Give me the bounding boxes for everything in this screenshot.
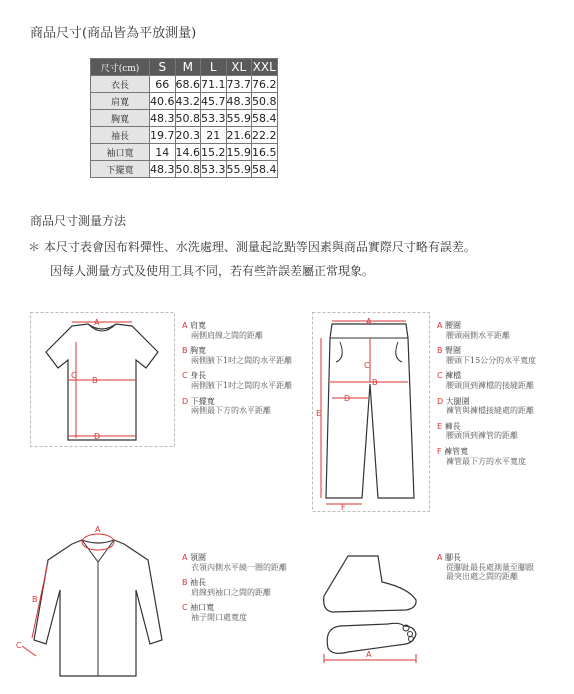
legend-item — [182, 371, 312, 390]
foot-legend — [437, 553, 572, 588]
size-header-row — [91, 59, 278, 76]
row-label: 衣長 — [91, 76, 150, 93]
legend-name: 領圍 — [190, 553, 207, 562]
measure-label-e: E — [316, 409, 322, 418]
legend-desc: 兩側腋下1吋之間的水平距離 — [191, 380, 293, 390]
table-cell: 45.7 — [201, 94, 226, 108]
table-row — [91, 127, 278, 144]
measure-label-d: D — [94, 432, 101, 441]
measure-label-b: B — [372, 378, 378, 387]
measure-label-b: B — [92, 376, 98, 385]
legend-name: 袖口寬 — [190, 603, 215, 613]
table-cell: 21.6 — [226, 128, 251, 142]
table-cell: 73.7 — [226, 77, 251, 91]
measure-label-b: B — [32, 595, 38, 604]
legend-name: 胸寬 — [190, 346, 207, 356]
legend-key: C — [182, 603, 188, 613]
legend-desc: 褲管最下方的水平寬度 — [446, 456, 526, 466]
legend-key: A — [182, 321, 188, 330]
legend-desc: 褲管與褲檔接縫處的距離 — [446, 406, 534, 416]
row-label: 下擺寬 — [91, 161, 150, 178]
size-header-xl: XL — [226, 59, 252, 76]
row-label: 袖口寬 — [91, 144, 150, 161]
legend-item — [437, 553, 572, 582]
longsleeve-illustration — [12, 520, 172, 680]
table-cell: 53.3 — [201, 111, 226, 125]
table-cell: 19.7 — [150, 128, 175, 142]
legend-key: B — [182, 578, 188, 588]
table-cell: 15.9 — [226, 145, 251, 159]
measure-label-a: A — [95, 525, 101, 534]
page-title: 商品尺寸(商品皆為平放測量) — [30, 26, 197, 41]
foot-illustration — [318, 552, 420, 664]
legend-name: 身長 — [190, 371, 207, 381]
row-label: 袖長 — [91, 127, 150, 144]
legend-name: 腳長 — [445, 553, 462, 562]
legend-desc: 兩側肩線之間的距離 — [191, 330, 263, 340]
legend-key: A — [437, 321, 443, 330]
foot-side-outline — [324, 556, 416, 612]
table-row — [91, 93, 278, 110]
table-cell: 43.2 — [175, 94, 200, 108]
legend-desc: 袖子開口處寬度 — [191, 612, 247, 622]
legend-name: 臀圍 — [445, 346, 462, 356]
legend-desc: 兩側最下方的水平距離 — [191, 406, 271, 416]
legend-key: C — [182, 371, 188, 381]
legend-key: D — [437, 396, 444, 406]
legend-key: A — [182, 553, 188, 562]
table-cell: 21 — [201, 127, 227, 144]
size-header-s: S — [150, 59, 176, 76]
method-note-1: ＊ 本尺寸表會因布料彈性、水洗處理、測量起訖點等因素與商品實際尺寸略有誤差。 — [28, 240, 476, 254]
tshirt-diagram — [30, 312, 175, 447]
table-cell: 48.3 — [150, 111, 175, 125]
legend-item — [437, 321, 572, 340]
table-cell: 58.4 — [252, 162, 277, 176]
legend-desc: 腰頭頂到褲檔的接縫距離 — [446, 380, 534, 390]
size-header-xxl: XXL — [252, 60, 276, 74]
measure-label-a: A — [94, 318, 100, 327]
legend-item — [437, 346, 572, 365]
legend-name: 腰圍 — [445, 321, 462, 330]
table-row — [91, 144, 278, 161]
legend-name: 袖長 — [190, 578, 207, 588]
legend-key: B — [437, 346, 443, 356]
legend-name: 下擺寬 — [190, 396, 215, 406]
size-corner-header: 尺寸(cm) — [91, 59, 150, 76]
pants-illustration — [312, 312, 430, 512]
pants-legend — [437, 321, 572, 472]
table-cell: 55.9 — [226, 111, 251, 125]
table-cell: 50.8 — [175, 111, 200, 125]
table-cell: 68.6 — [175, 77, 200, 91]
table-cell: 14 — [150, 144, 176, 161]
legend-name: 肩寬 — [190, 321, 207, 330]
table-cell: 14.6 — [175, 145, 200, 159]
legend-desc: 腰頭下15公分的水平寬度 — [446, 355, 537, 365]
table-cell: 40.6 — [150, 94, 175, 108]
table-cell: 20.3 — [175, 128, 200, 142]
legend-desc: 肩線到袖口之間的距離 — [191, 587, 271, 597]
legend-name: 褲檔 — [445, 371, 462, 381]
legend-item — [437, 371, 572, 390]
legend-item — [182, 578, 312, 597]
measure-label-f: F — [341, 503, 346, 512]
measure-label-c: C — [16, 641, 22, 650]
measure-label-d: D — [344, 394, 351, 403]
measure-line-c — [22, 646, 36, 656]
table-cell: 50.8 — [175, 162, 200, 176]
method-note-2: 因每人測量方式及使用工具不同，若有些許誤差屬正常現象。 — [50, 264, 375, 278]
table-cell: 15.2 — [201, 145, 226, 159]
legend-desc-2: 最突出處之間的距離 — [446, 572, 518, 582]
measure-label-c: C — [71, 371, 77, 380]
legend-item — [437, 397, 572, 416]
table-cell: 71.1 — [201, 77, 226, 91]
method-title: 商品尺寸測量方法 — [30, 214, 127, 228]
tshirt-illustration — [30, 312, 175, 447]
table-cell: 66 — [150, 76, 176, 93]
table-cell: 22.2 — [252, 128, 277, 142]
legend-item — [437, 422, 572, 441]
table-cell: 53.3 — [201, 162, 226, 176]
legend-item — [182, 321, 312, 340]
measure-label-a: A — [366, 317, 372, 326]
legend-item — [182, 603, 312, 622]
legend-name: 褲長 — [444, 421, 461, 431]
tshirt-legend — [182, 321, 312, 422]
measure-label-a: A — [366, 650, 372, 659]
foot-diagram — [318, 552, 420, 664]
legend-key: F — [437, 446, 442, 456]
longsleeve-legend — [182, 553, 312, 629]
legend-key: D — [182, 396, 189, 406]
table-cell: 48.3 — [226, 94, 251, 108]
table-cell: 16.5 — [252, 145, 277, 159]
table-row — [91, 161, 278, 178]
legend-key: C — [437, 371, 443, 381]
size-table — [90, 58, 278, 178]
row-label: 肩寬 — [91, 93, 150, 110]
legend-item — [182, 397, 312, 416]
size-header-l: L — [201, 59, 227, 76]
legend-key: B — [182, 346, 188, 356]
legend-desc: 衣領內側水平繞一圈的距離 — [191, 562, 287, 572]
legend-item — [182, 553, 312, 572]
table-cell: 58.4 — [252, 111, 277, 125]
row-label: 胸寬 — [91, 110, 150, 127]
pants-diagram — [312, 312, 430, 512]
legend-item — [182, 346, 312, 365]
legend-desc: 兩側腋下1吋之間的水平距離 — [191, 355, 293, 365]
table-cell: 50.8 — [252, 94, 277, 108]
legend-item — [437, 447, 572, 466]
legend-desc: 從腳趾最長處測量至腳跟 — [446, 562, 534, 572]
table-cell: 48.3 — [150, 162, 175, 176]
legend-name: 褲管寬 — [444, 446, 469, 456]
table-cell: 55.9 — [226, 162, 251, 176]
size-header-m: M — [175, 59, 201, 76]
longsleeve-diagram — [12, 520, 172, 680]
legend-name: 大腿圍 — [445, 396, 470, 406]
table-cell: 76.2 — [252, 77, 277, 91]
legend-key: E — [437, 421, 443, 431]
legend-desc: 腰頭兩側水平距離 — [446, 330, 510, 340]
table-row — [91, 76, 278, 93]
legend-key: A — [437, 553, 443, 562]
table-row — [91, 110, 278, 127]
measure-label-c: C — [364, 361, 370, 370]
tshirt-outline — [46, 324, 158, 440]
legend-desc: 腰頭頂到褲管的距離 — [446, 431, 518, 441]
